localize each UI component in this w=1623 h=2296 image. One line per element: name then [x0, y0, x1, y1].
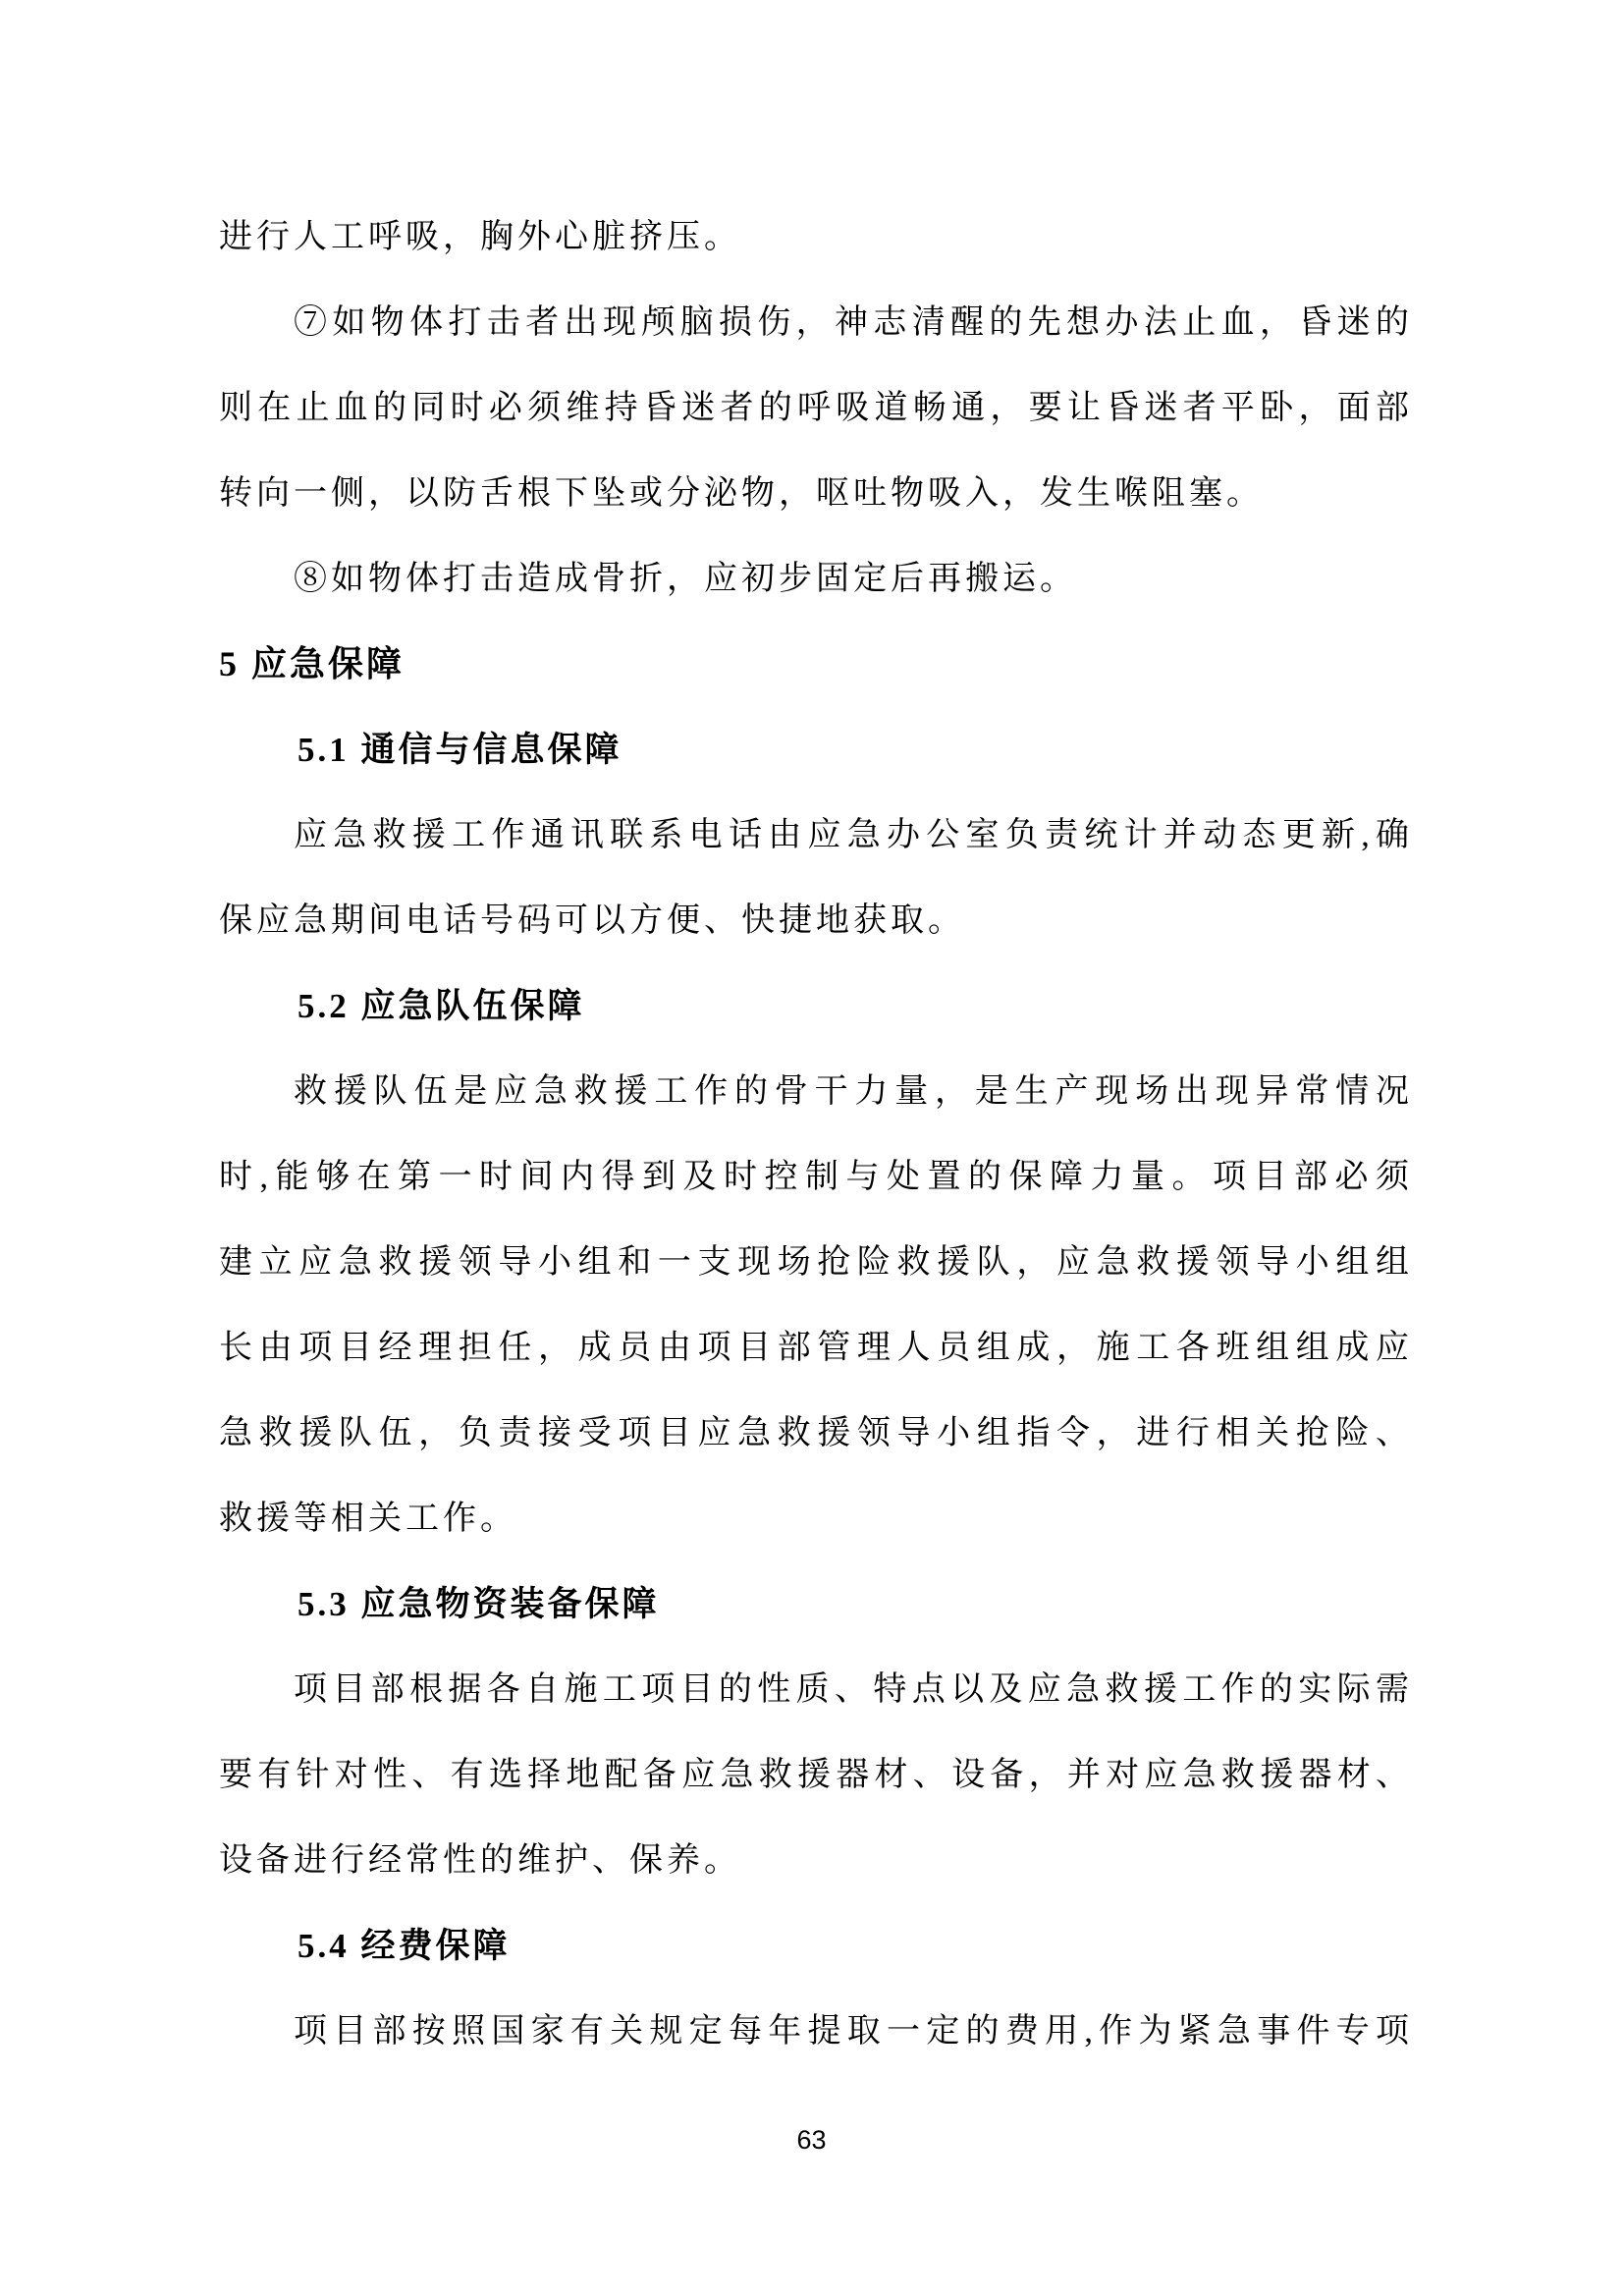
body-line: 救援队伍是应急救援工作的骨干力量，是生产现场出现异常情况	[294, 1073, 1413, 1110]
page-number: 63	[796, 2125, 827, 2155]
body-line: 转向一侧，以防舌根下坠或分泌物，呕吐物吸入，发生喉阻塞。	[219, 475, 1264, 512]
body-line: 救援等相关工作。	[219, 1501, 517, 1537]
body-line: 长由项目经理担任，成员由项目部管理人员组成，施工各班组组成应	[219, 1330, 1413, 1366]
body-line: 项目部根据各自施工项目的性质、特点以及应急救援工作的实际需	[294, 1671, 1413, 1708]
subsection-heading: 5.3 应急物资装备保障	[298, 1585, 660, 1623]
body-line: 急救援队伍，负责接受项目应急救援领导小组指令，进行相关抢险、	[219, 1415, 1413, 1451]
body-line: ⑧如物体打击造成骨折，应初步固定后再搬运。	[294, 561, 1077, 597]
body-line: 保应急期间电话号码可以方便、快捷地获取。	[219, 902, 965, 939]
body-line: 进行人工呼吸，胸外心脏挤压。	[219, 219, 741, 255]
body-line: ⑦如物体打击者出现颅脑损伤，神志清醒的先想办法止血，昏迷的	[294, 304, 1413, 341]
body-line: 要有针对性、有选择地配备应急救援器材、设备，并对应急救援器材、	[219, 1757, 1413, 1793]
section-heading: 5 应急保障	[219, 644, 406, 683]
subsection-heading: 5.4 经费保障	[298, 1927, 511, 1965]
body-line: 时,能够在第一时间内得到及时控制与处置的保障力量。项目部必须	[219, 1159, 1413, 1195]
body-line: 设备进行经常性的维护、保养。	[219, 1842, 741, 1879]
subsection-heading: 5.1 通信与信息保障	[298, 731, 622, 769]
body-line: 项目部按照国家有关规定每年提取一定的费用,作为紧急事件专项	[294, 2013, 1413, 2050]
body-line: 应急救援工作通讯联系电话由应急办公室负责统计并动态更新,确	[294, 817, 1413, 853]
page-body	[219, 194, 1413, 2074]
body-line: 则在止血的同时必须维持昏迷者的呼吸道畅通，要让昏迷者平卧，面部	[219, 390, 1413, 426]
subsection-heading: 5.2 应急队伍保障	[298, 987, 585, 1025]
body-line: 建立应急救援领导小组和一支现场抢险救援队，应急救援领导小组组	[219, 1244, 1413, 1281]
